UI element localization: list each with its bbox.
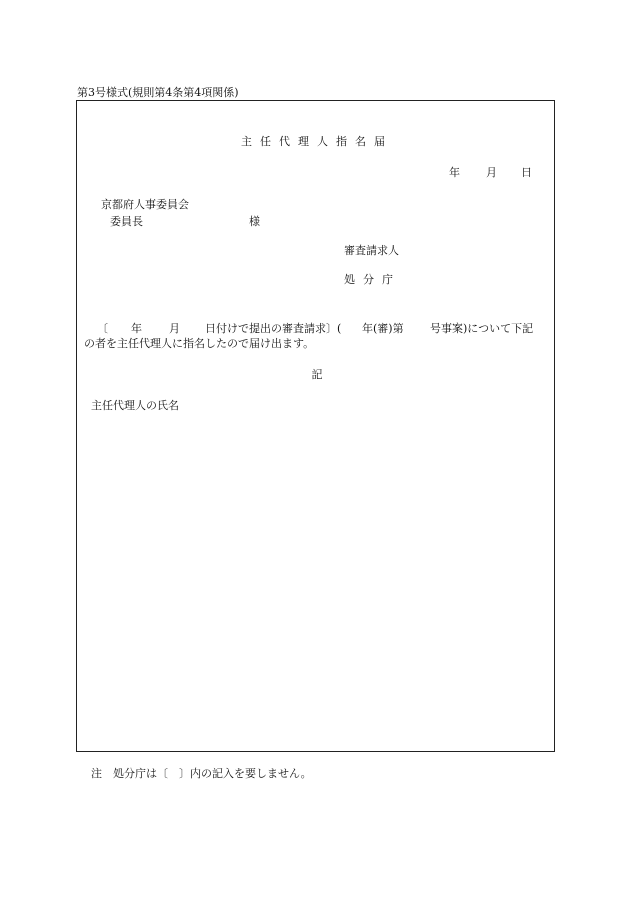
body-text-line-2: の者を主任代理人に指名したので届け出ます。	[84, 337, 315, 350]
form-number: 第3号様式(規則第4条第4項関係)	[77, 86, 239, 99]
footer-note: 注 処分庁は〔 〕内の記入を要しません。	[91, 767, 312, 780]
body-case-suffix: 号事案)について下記	[430, 322, 534, 335]
date-month-label: 月	[486, 166, 497, 179]
agency-label: 処分庁	[344, 273, 401, 286]
date-year-label: 年	[449, 166, 460, 179]
body-month-label: 月	[169, 322, 180, 335]
date-day-label: 日	[521, 166, 532, 179]
applicant-label: 審査請求人	[344, 244, 399, 257]
addressee-title: 委員長	[110, 215, 143, 228]
agent-name-label: 主任代理人の氏名	[91, 399, 179, 412]
body-case-year: 年(審)第	[362, 322, 404, 335]
ki-heading: 記	[311, 368, 323, 381]
bracket-open: 〔	[97, 322, 108, 335]
form-title: 主任代理人指名届	[241, 135, 393, 148]
addressee-organization: 京都府人事委員会	[101, 198, 189, 211]
body-date-suffix: 日付けで提出の審査請求〕(	[205, 322, 342, 335]
body-text-line-1	[97, 320, 533, 336]
addressee-honorific: 様	[249, 215, 260, 228]
body-year-label: 年	[131, 322, 142, 335]
